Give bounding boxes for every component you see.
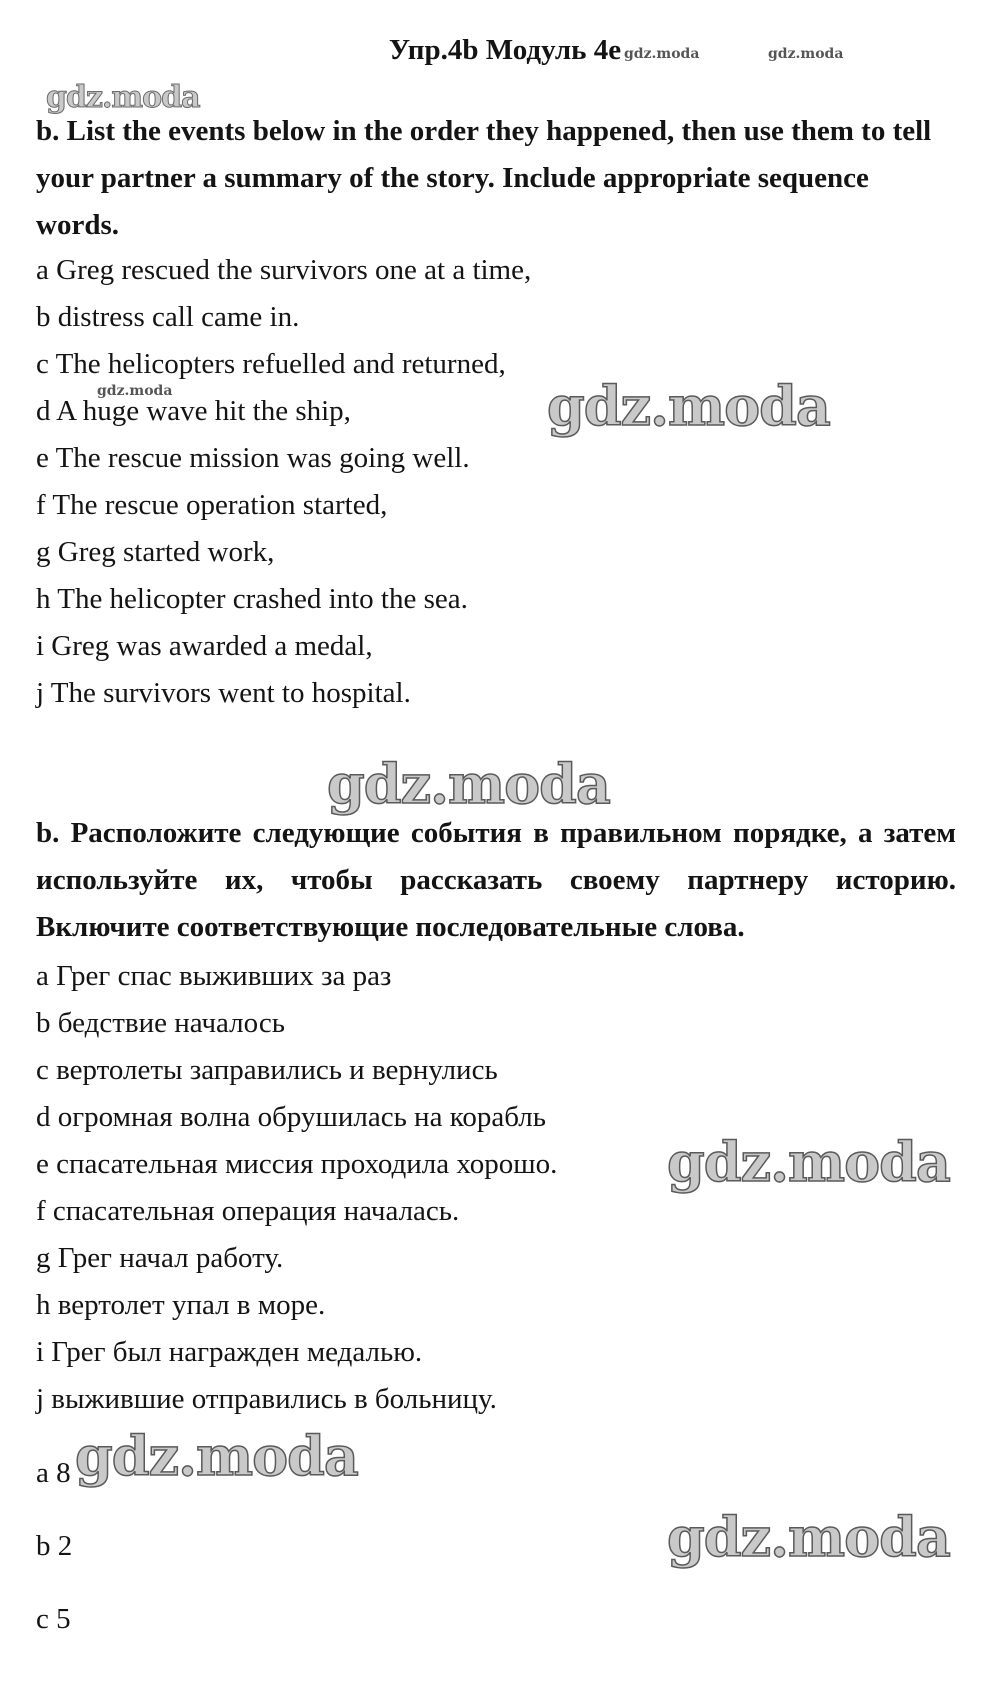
- list-item: i Greg was awarded a medal,: [36, 630, 373, 662]
- russian-task-heading: b. Расположите следующие события в правильном порядке, а затем используйте их, чтобы рассказать своему партнеру историю. Включите соответствующие последовательные слова.: [36, 817, 956, 943]
- watermark: gdz.moda: [667, 1130, 950, 1194]
- list-item: j выжившие отправились в больницу.: [36, 1383, 497, 1415]
- list-item: c вертолеты заправились и вернулись: [36, 1054, 498, 1086]
- list-item: f спасательная операция началась.: [36, 1195, 460, 1227]
- list-item: a Грег спас выживших за раз: [36, 960, 392, 992]
- list-item: i Грег был награжден медалью.: [36, 1336, 423, 1368]
- list-item: b distress call came in.: [36, 301, 300, 333]
- list-item: h вертолет упал в море.: [36, 1289, 326, 1321]
- list-item: f The rescue operation started,: [36, 489, 388, 521]
- list-item: a Greg rescued the survivors one at a time,: [36, 254, 532, 286]
- watermark: gdz.moda: [667, 1505, 950, 1569]
- english-event-list: [36, 247, 531, 717]
- list-item: g Грег начал работу.: [36, 1242, 284, 1274]
- list-item: d огромная волна обрушилась на корабль: [36, 1101, 546, 1133]
- list-item: e спасательная миссия проходила хорошо.: [36, 1148, 558, 1180]
- list-item: e The rescue mission was going well.: [36, 442, 470, 474]
- answer-item: a 8: [36, 1457, 71, 1489]
- russian-event-list: [36, 953, 557, 1423]
- answer-list: [36, 1437, 72, 1656]
- list-item: h The helicopter crashed into the sea.: [36, 583, 468, 615]
- page-title: Упр.4b Модуль 4e: [388, 34, 622, 66]
- list-item: j The survivors went to hospital.: [36, 677, 411, 709]
- answer-item: c 5: [36, 1603, 71, 1635]
- list-item: c The helicopters refuelled and returned,: [36, 348, 506, 380]
- list-item: d A huge wave hit the ship,: [36, 395, 351, 427]
- answer-item: b 2: [36, 1530, 73, 1562]
- list-item: g Greg started work,: [36, 536, 275, 568]
- watermark: gdz.moda: [768, 46, 844, 62]
- watermark: gdz.moda: [97, 383, 173, 399]
- watermark: gdz.moda: [547, 374, 830, 438]
- watermark: gdz.moda: [327, 752, 610, 816]
- watermark: gdz.moda: [75, 1424, 358, 1488]
- watermark: gdz.moda: [46, 80, 200, 115]
- list-item: b бедствие началось: [36, 1007, 285, 1039]
- english-task-heading: b. List the events below in the order they happened, then use them to tell your partner a summary of the story. Include appropriate sequence words.: [36, 115, 932, 241]
- watermark: gdz.moda: [624, 46, 700, 62]
